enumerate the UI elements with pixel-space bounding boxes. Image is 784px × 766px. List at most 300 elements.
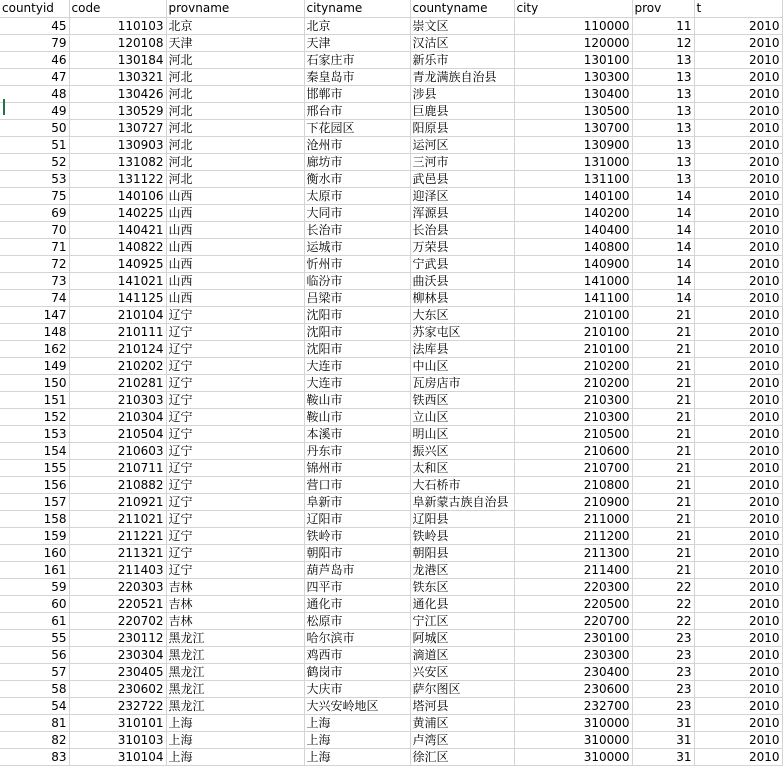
cell-countyid[interactable]: 156 — [0, 477, 69, 494]
cell-provname[interactable]: 辽宁 — [166, 375, 304, 392]
cell-code[interactable]: 211221 — [69, 528, 166, 545]
cell-t[interactable]: 2010 — [694, 154, 782, 171]
cell-countyname[interactable]: 立山区 — [410, 409, 514, 426]
cell-provname[interactable]: 河北 — [166, 52, 304, 69]
cell-countyid[interactable]: 82 — [0, 732, 69, 749]
cell-code[interactable]: 141021 — [69, 273, 166, 290]
cell-city[interactable]: 140900 — [514, 256, 632, 273]
cell-countyid[interactable]: 50 — [0, 120, 69, 137]
cell-code[interactable]: 131122 — [69, 171, 166, 188]
cell-provname[interactable]: 山西 — [166, 239, 304, 256]
cell-provname[interactable]: 山西 — [166, 256, 304, 273]
cell-prov[interactable]: 21 — [632, 477, 694, 494]
cell-city[interactable]: 140800 — [514, 239, 632, 256]
cell-countyname[interactable]: 朝阳县 — [410, 545, 514, 562]
cell-cityname[interactable]: 大连市 — [304, 375, 410, 392]
cell-countyid[interactable]: 51 — [0, 137, 69, 154]
cell-countyid[interactable]: 150 — [0, 375, 69, 392]
cell-city[interactable]: 131000 — [514, 154, 632, 171]
cell-prov[interactable]: 13 — [632, 86, 694, 103]
cell-countyid[interactable]: 159 — [0, 528, 69, 545]
cell-code[interactable]: 230304 — [69, 647, 166, 664]
cell-countyname[interactable]: 阳原县 — [410, 120, 514, 137]
cell-t[interactable]: 2010 — [694, 290, 782, 307]
cell-prov[interactable]: 13 — [632, 52, 694, 69]
cell-countyid[interactable]: 45 — [0, 18, 69, 35]
cell-provname[interactable]: 辽宁 — [166, 511, 304, 528]
cell-countyname[interactable]: 滴道区 — [410, 647, 514, 664]
cell-prov[interactable]: 21 — [632, 545, 694, 562]
cell-city[interactable]: 230600 — [514, 681, 632, 698]
cell-t[interactable]: 2010 — [694, 239, 782, 256]
cell-countyname[interactable]: 振兴区 — [410, 443, 514, 460]
cell-countyname[interactable]: 黄浦区 — [410, 715, 514, 732]
cell-t[interactable]: 2010 — [694, 52, 782, 69]
cell-countyid[interactable]: 69 — [0, 205, 69, 222]
cell-prov[interactable]: 14 — [632, 188, 694, 205]
cell-countyid[interactable]: 147 — [0, 307, 69, 324]
cell-prov[interactable]: 21 — [632, 324, 694, 341]
cell-code[interactable]: 310101 — [69, 715, 166, 732]
cell-t[interactable]: 2010 — [694, 358, 782, 375]
cell-city[interactable]: 140100 — [514, 188, 632, 205]
cell-countyname[interactable]: 新乐市 — [410, 52, 514, 69]
cell-city[interactable]: 131100 — [514, 171, 632, 188]
cell-provname[interactable]: 辽宁 — [166, 460, 304, 477]
cell-provname[interactable]: 黑龙江 — [166, 647, 304, 664]
cell-prov[interactable]: 31 — [632, 715, 694, 732]
cell-countyid[interactable]: 162 — [0, 341, 69, 358]
cell-provname[interactable]: 河北 — [166, 120, 304, 137]
cell-t[interactable]: 2010 — [694, 494, 782, 511]
cell-prov[interactable]: 23 — [632, 630, 694, 647]
cell-t[interactable]: 2010 — [694, 579, 782, 596]
cell-countyname[interactable]: 中山区 — [410, 358, 514, 375]
cell-countyid[interactable]: 148 — [0, 324, 69, 341]
cell-provname[interactable]: 辽宁 — [166, 341, 304, 358]
cell-countyname[interactable]: 汉沽区 — [410, 35, 514, 52]
cell-cityname[interactable]: 鞍山市 — [304, 409, 410, 426]
cell-provname[interactable]: 山西 — [166, 222, 304, 239]
cell-countyname[interactable]: 阜新蒙古族自治县 — [410, 494, 514, 511]
cell-city[interactable]: 232700 — [514, 698, 632, 715]
cell-cityname[interactable]: 天津 — [304, 35, 410, 52]
cell-countyid[interactable]: 74 — [0, 290, 69, 307]
cell-provname[interactable]: 上海 — [166, 715, 304, 732]
cell-provname[interactable]: 上海 — [166, 732, 304, 749]
cell-countyname[interactable]: 卢湾区 — [410, 732, 514, 749]
cell-t[interactable]: 2010 — [694, 324, 782, 341]
cell-cityname[interactable]: 本溪市 — [304, 426, 410, 443]
cell-cityname[interactable]: 衡水市 — [304, 171, 410, 188]
cell-prov[interactable]: 22 — [632, 613, 694, 630]
cell-prov[interactable]: 21 — [632, 511, 694, 528]
cell-countyname[interactable]: 武邑县 — [410, 171, 514, 188]
cell-cityname[interactable]: 忻州市 — [304, 256, 410, 273]
cell-countyid[interactable]: 48 — [0, 86, 69, 103]
cell-city[interactable]: 210100 — [514, 307, 632, 324]
cell-code[interactable]: 130529 — [69, 103, 166, 120]
cell-provname[interactable]: 山西 — [166, 273, 304, 290]
cell-cityname[interactable]: 鞍山市 — [304, 392, 410, 409]
cell-code[interactable]: 210304 — [69, 409, 166, 426]
cell-t[interactable]: 2010 — [694, 103, 782, 120]
cell-provname[interactable]: 天津 — [166, 35, 304, 52]
cell-t[interactable]: 2010 — [694, 443, 782, 460]
cell-cityname[interactable]: 秦皇岛市 — [304, 69, 410, 86]
cell-provname[interactable]: 河北 — [166, 137, 304, 154]
cell-cityname[interactable]: 大同市 — [304, 205, 410, 222]
cell-countyname[interactable]: 铁西区 — [410, 392, 514, 409]
cell-prov[interactable]: 21 — [632, 409, 694, 426]
cell-cityname[interactable]: 辽阳市 — [304, 511, 410, 528]
cell-countyid[interactable]: 52 — [0, 154, 69, 171]
cell-countyname[interactable]: 宁武县 — [410, 256, 514, 273]
cell-city[interactable]: 220300 — [514, 579, 632, 596]
cell-provname[interactable]: 山西 — [166, 188, 304, 205]
cell-t[interactable]: 2010 — [694, 647, 782, 664]
cell-countyname[interactable]: 三河市 — [410, 154, 514, 171]
cell-countyname[interactable]: 长治县 — [410, 222, 514, 239]
column-header-cell[interactable]: provname — [166, 0, 304, 18]
cell-countyid[interactable]: 153 — [0, 426, 69, 443]
cell-cityname[interactable]: 沈阳市 — [304, 307, 410, 324]
cell-countyname[interactable]: 阿城区 — [410, 630, 514, 647]
cell-provname[interactable]: 河北 — [166, 171, 304, 188]
cell-code[interactable]: 130727 — [69, 120, 166, 137]
cell-t[interactable]: 2010 — [694, 732, 782, 749]
cell-code[interactable]: 220702 — [69, 613, 166, 630]
cell-t[interactable]: 2010 — [694, 137, 782, 154]
cell-code[interactable]: 130426 — [69, 86, 166, 103]
cell-provname[interactable]: 辽宁 — [166, 426, 304, 443]
cell-t[interactable]: 2010 — [694, 341, 782, 358]
cell-provname[interactable]: 黑龙江 — [166, 681, 304, 698]
cell-cityname[interactable]: 松原市 — [304, 613, 410, 630]
cell-countyname[interactable]: 兴安区 — [410, 664, 514, 681]
cell-cityname[interactable]: 鸡西市 — [304, 647, 410, 664]
cell-cityname[interactable]: 沈阳市 — [304, 341, 410, 358]
cell-cityname[interactable]: 邯郸市 — [304, 86, 410, 103]
cell-city[interactable]: 120000 — [514, 35, 632, 52]
cell-city[interactable]: 210500 — [514, 426, 632, 443]
cell-prov[interactable]: 23 — [632, 698, 694, 715]
column-header-cell[interactable]: cityname — [304, 0, 410, 18]
cell-t[interactable]: 2010 — [694, 375, 782, 392]
cell-countyname[interactable]: 迎泽区 — [410, 188, 514, 205]
cell-city[interactable]: 230400 — [514, 664, 632, 681]
cell-t[interactable]: 2010 — [694, 69, 782, 86]
cell-cityname[interactable]: 大连市 — [304, 358, 410, 375]
cell-provname[interactable]: 辽宁 — [166, 545, 304, 562]
cell-cityname[interactable]: 朝阳市 — [304, 545, 410, 562]
cell-t[interactable]: 2010 — [694, 545, 782, 562]
cell-city[interactable]: 130300 — [514, 69, 632, 86]
cell-provname[interactable]: 河北 — [166, 154, 304, 171]
cell-prov[interactable]: 21 — [632, 528, 694, 545]
cell-prov[interactable]: 22 — [632, 596, 694, 613]
cell-countyname[interactable]: 徐汇区 — [410, 749, 514, 766]
cell-cityname[interactable]: 廊坊市 — [304, 154, 410, 171]
cell-provname[interactable]: 北京 — [166, 18, 304, 35]
cell-countyname[interactable]: 大石桥市 — [410, 477, 514, 494]
cell-prov[interactable]: 11 — [632, 18, 694, 35]
cell-countyname[interactable]: 瓦房店市 — [410, 375, 514, 392]
cell-code[interactable]: 140822 — [69, 239, 166, 256]
cell-countyid[interactable]: 152 — [0, 409, 69, 426]
cell-cityname[interactable]: 沈阳市 — [304, 324, 410, 341]
cell-t[interactable]: 2010 — [694, 86, 782, 103]
cell-countyid[interactable]: 53 — [0, 171, 69, 188]
cell-prov[interactable]: 14 — [632, 290, 694, 307]
cell-code[interactable]: 230112 — [69, 630, 166, 647]
column-header-cell[interactable]: countyname — [410, 0, 514, 18]
cell-city[interactable]: 220500 — [514, 596, 632, 613]
cell-provname[interactable]: 黑龙江 — [166, 698, 304, 715]
cell-prov[interactable]: 12 — [632, 35, 694, 52]
cell-t[interactable]: 2010 — [694, 681, 782, 698]
cell-countyid[interactable]: 46 — [0, 52, 69, 69]
cell-countyname[interactable]: 大东区 — [410, 307, 514, 324]
cell-countyid[interactable]: 149 — [0, 358, 69, 375]
cell-cityname[interactable]: 通化市 — [304, 596, 410, 613]
cell-prov[interactable]: 13 — [632, 137, 694, 154]
cell-provname[interactable]: 上海 — [166, 749, 304, 766]
cell-t[interactable]: 2010 — [694, 120, 782, 137]
cell-provname[interactable]: 吉林 — [166, 596, 304, 613]
cell-city[interactable]: 210300 — [514, 409, 632, 426]
cell-prov[interactable]: 22 — [632, 579, 694, 596]
cell-countyname[interactable]: 曲沃县 — [410, 273, 514, 290]
cell-provname[interactable]: 山西 — [166, 205, 304, 222]
cell-city[interactable]: 310000 — [514, 749, 632, 766]
cell-city[interactable]: 210100 — [514, 341, 632, 358]
cell-t[interactable]: 2010 — [694, 256, 782, 273]
cell-code[interactable]: 310104 — [69, 749, 166, 766]
column-header-cell[interactable]: city — [514, 0, 632, 18]
cell-countyid[interactable]: 81 — [0, 715, 69, 732]
cell-cityname[interactable]: 长治市 — [304, 222, 410, 239]
cell-code[interactable]: 220303 — [69, 579, 166, 596]
cell-city[interactable]: 130100 — [514, 52, 632, 69]
column-header-cell[interactable]: t — [694, 0, 782, 18]
cell-provname[interactable]: 辽宁 — [166, 409, 304, 426]
cell-provname[interactable]: 黑龙江 — [166, 630, 304, 647]
cell-code[interactable]: 140225 — [69, 205, 166, 222]
cell-cityname[interactable]: 丹东市 — [304, 443, 410, 460]
cell-city[interactable]: 140200 — [514, 205, 632, 222]
cell-countyname[interactable]: 铁岭县 — [410, 528, 514, 545]
cell-cityname[interactable]: 四平市 — [304, 579, 410, 596]
cell-provname[interactable]: 辽宁 — [166, 528, 304, 545]
cell-t[interactable]: 2010 — [694, 477, 782, 494]
cell-code[interactable]: 210504 — [69, 426, 166, 443]
cell-t[interactable]: 2010 — [694, 664, 782, 681]
cell-provname[interactable]: 辽宁 — [166, 562, 304, 579]
cell-prov[interactable]: 14 — [632, 256, 694, 273]
cell-cityname[interactable]: 大兴安岭地区 — [304, 698, 410, 715]
cell-t[interactable]: 2010 — [694, 307, 782, 324]
cell-code[interactable]: 211021 — [69, 511, 166, 528]
cell-provname[interactable]: 吉林 — [166, 579, 304, 596]
cell-cityname[interactable]: 太原市 — [304, 188, 410, 205]
cell-t[interactable]: 2010 — [694, 715, 782, 732]
cell-countyid[interactable]: 161 — [0, 562, 69, 579]
cell-prov[interactable]: 14 — [632, 222, 694, 239]
cell-code[interactable]: 210303 — [69, 392, 166, 409]
cell-city[interactable]: 210100 — [514, 324, 632, 341]
column-header-cell[interactable]: countyid — [0, 0, 69, 18]
cell-countyname[interactable]: 宁江区 — [410, 613, 514, 630]
cell-prov[interactable]: 21 — [632, 562, 694, 579]
cell-city[interactable]: 211200 — [514, 528, 632, 545]
cell-countyname[interactable]: 辽阳县 — [410, 511, 514, 528]
cell-t[interactable]: 2010 — [694, 630, 782, 647]
cell-cityname[interactable]: 沧州市 — [304, 137, 410, 154]
cell-code[interactable]: 220521 — [69, 596, 166, 613]
cell-code[interactable]: 110103 — [69, 18, 166, 35]
cell-prov[interactable]: 14 — [632, 205, 694, 222]
cell-countyname[interactable]: 万荣县 — [410, 239, 514, 256]
cell-countyid[interactable]: 47 — [0, 69, 69, 86]
cell-code[interactable]: 210921 — [69, 494, 166, 511]
cell-city[interactable]: 210800 — [514, 477, 632, 494]
cell-t[interactable]: 2010 — [694, 188, 782, 205]
cell-code[interactable]: 232722 — [69, 698, 166, 715]
cell-provname[interactable]: 河北 — [166, 103, 304, 120]
cell-prov[interactable]: 31 — [632, 732, 694, 749]
cell-code[interactable]: 210882 — [69, 477, 166, 494]
cell-cityname[interactable]: 邢台市 — [304, 103, 410, 120]
cell-countyid[interactable]: 54 — [0, 698, 69, 715]
cell-prov[interactable]: 23 — [632, 647, 694, 664]
cell-t[interactable]: 2010 — [694, 205, 782, 222]
cell-city[interactable]: 220700 — [514, 613, 632, 630]
cell-prov[interactable]: 21 — [632, 443, 694, 460]
cell-provname[interactable]: 辽宁 — [166, 477, 304, 494]
column-header-cell[interactable]: code — [69, 0, 166, 18]
cell-provname[interactable]: 辽宁 — [166, 443, 304, 460]
cell-countyid[interactable]: 83 — [0, 749, 69, 766]
cell-countyid[interactable]: 79 — [0, 35, 69, 52]
cell-t[interactable]: 2010 — [694, 409, 782, 426]
cell-code[interactable]: 210281 — [69, 375, 166, 392]
cell-prov[interactable]: 14 — [632, 239, 694, 256]
cell-prov[interactable]: 13 — [632, 154, 694, 171]
cell-cityname[interactable]: 上海 — [304, 749, 410, 766]
cell-prov[interactable]: 13 — [632, 69, 694, 86]
cell-countyid[interactable]: 49 — [0, 103, 69, 120]
cell-provname[interactable]: 辽宁 — [166, 324, 304, 341]
cell-city[interactable]: 310000 — [514, 715, 632, 732]
cell-prov[interactable]: 23 — [632, 681, 694, 698]
cell-code[interactable]: 230405 — [69, 664, 166, 681]
cell-provname[interactable]: 辽宁 — [166, 494, 304, 511]
cell-code[interactable]: 210111 — [69, 324, 166, 341]
cell-code[interactable]: 130903 — [69, 137, 166, 154]
cell-city[interactable]: 310000 — [514, 732, 632, 749]
cell-countyname[interactable]: 青龙满族自治县 — [410, 69, 514, 86]
cell-prov[interactable]: 13 — [632, 120, 694, 137]
cell-countyname[interactable]: 柳林县 — [410, 290, 514, 307]
cell-countyid[interactable]: 71 — [0, 239, 69, 256]
cell-provname[interactable]: 山西 — [166, 290, 304, 307]
cell-prov[interactable]: 21 — [632, 358, 694, 375]
cell-cityname[interactable]: 吕梁市 — [304, 290, 410, 307]
cell-t[interactable]: 2010 — [694, 528, 782, 545]
cell-cityname[interactable]: 上海 — [304, 715, 410, 732]
cell-city[interactable]: 130700 — [514, 120, 632, 137]
cell-countyid[interactable]: 158 — [0, 511, 69, 528]
cell-code[interactable]: 210603 — [69, 443, 166, 460]
cell-t[interactable]: 2010 — [694, 613, 782, 630]
cell-prov[interactable]: 21 — [632, 460, 694, 477]
cell-prov[interactable]: 14 — [632, 273, 694, 290]
cell-city[interactable]: 230300 — [514, 647, 632, 664]
cell-countyname[interactable]: 巨鹿县 — [410, 103, 514, 120]
cell-t[interactable]: 2010 — [694, 426, 782, 443]
cell-t[interactable]: 2010 — [694, 460, 782, 477]
cell-countyname[interactable]: 龙港区 — [410, 562, 514, 579]
cell-cityname[interactable]: 营口市 — [304, 477, 410, 494]
cell-cityname[interactable]: 运城市 — [304, 239, 410, 256]
cell-prov[interactable]: 31 — [632, 749, 694, 766]
cell-city[interactable]: 210300 — [514, 392, 632, 409]
cell-prov[interactable]: 21 — [632, 392, 694, 409]
cell-city[interactable]: 130500 — [514, 103, 632, 120]
cell-t[interactable]: 2010 — [694, 222, 782, 239]
cell-code[interactable]: 131082 — [69, 154, 166, 171]
cell-city[interactable]: 141100 — [514, 290, 632, 307]
cell-code[interactable]: 130321 — [69, 69, 166, 86]
cell-countyname[interactable]: 法库县 — [410, 341, 514, 358]
cell-countyid[interactable]: 58 — [0, 681, 69, 698]
cell-code[interactable]: 140421 — [69, 222, 166, 239]
cell-countyid[interactable]: 157 — [0, 494, 69, 511]
cell-countyname[interactable]: 塔河县 — [410, 698, 514, 715]
cell-t[interactable]: 2010 — [694, 562, 782, 579]
cell-provname[interactable]: 河北 — [166, 69, 304, 86]
cell-code[interactable]: 211321 — [69, 545, 166, 562]
cell-countyname[interactable]: 浑源县 — [410, 205, 514, 222]
cell-countyid[interactable]: 72 — [0, 256, 69, 273]
cell-countyid[interactable]: 73 — [0, 273, 69, 290]
cell-city[interactable]: 210200 — [514, 375, 632, 392]
cell-city[interactable]: 211400 — [514, 562, 632, 579]
cell-t[interactable]: 2010 — [694, 35, 782, 52]
cell-prov[interactable]: 21 — [632, 341, 694, 358]
cell-countyname[interactable]: 明山区 — [410, 426, 514, 443]
cell-code[interactable]: 130184 — [69, 52, 166, 69]
cell-city[interactable]: 230100 — [514, 630, 632, 647]
cell-provname[interactable]: 辽宁 — [166, 358, 304, 375]
cell-code[interactable]: 120108 — [69, 35, 166, 52]
cell-countyname[interactable]: 萨尔图区 — [410, 681, 514, 698]
cell-provname[interactable]: 辽宁 — [166, 392, 304, 409]
cell-cityname[interactable]: 临汾市 — [304, 273, 410, 290]
cell-city[interactable]: 210200 — [514, 358, 632, 375]
cell-provname[interactable]: 河北 — [166, 86, 304, 103]
cell-t[interactable]: 2010 — [694, 392, 782, 409]
cell-provname[interactable]: 黑龙江 — [166, 664, 304, 681]
cell-countyid[interactable]: 55 — [0, 630, 69, 647]
column-header-cell[interactable]: prov — [632, 0, 694, 18]
cell-cityname[interactable]: 阜新市 — [304, 494, 410, 511]
cell-code[interactable]: 230602 — [69, 681, 166, 698]
cell-code[interactable]: 141125 — [69, 290, 166, 307]
cell-provname[interactable]: 辽宁 — [166, 307, 304, 324]
cell-provname[interactable]: 吉林 — [166, 613, 304, 630]
